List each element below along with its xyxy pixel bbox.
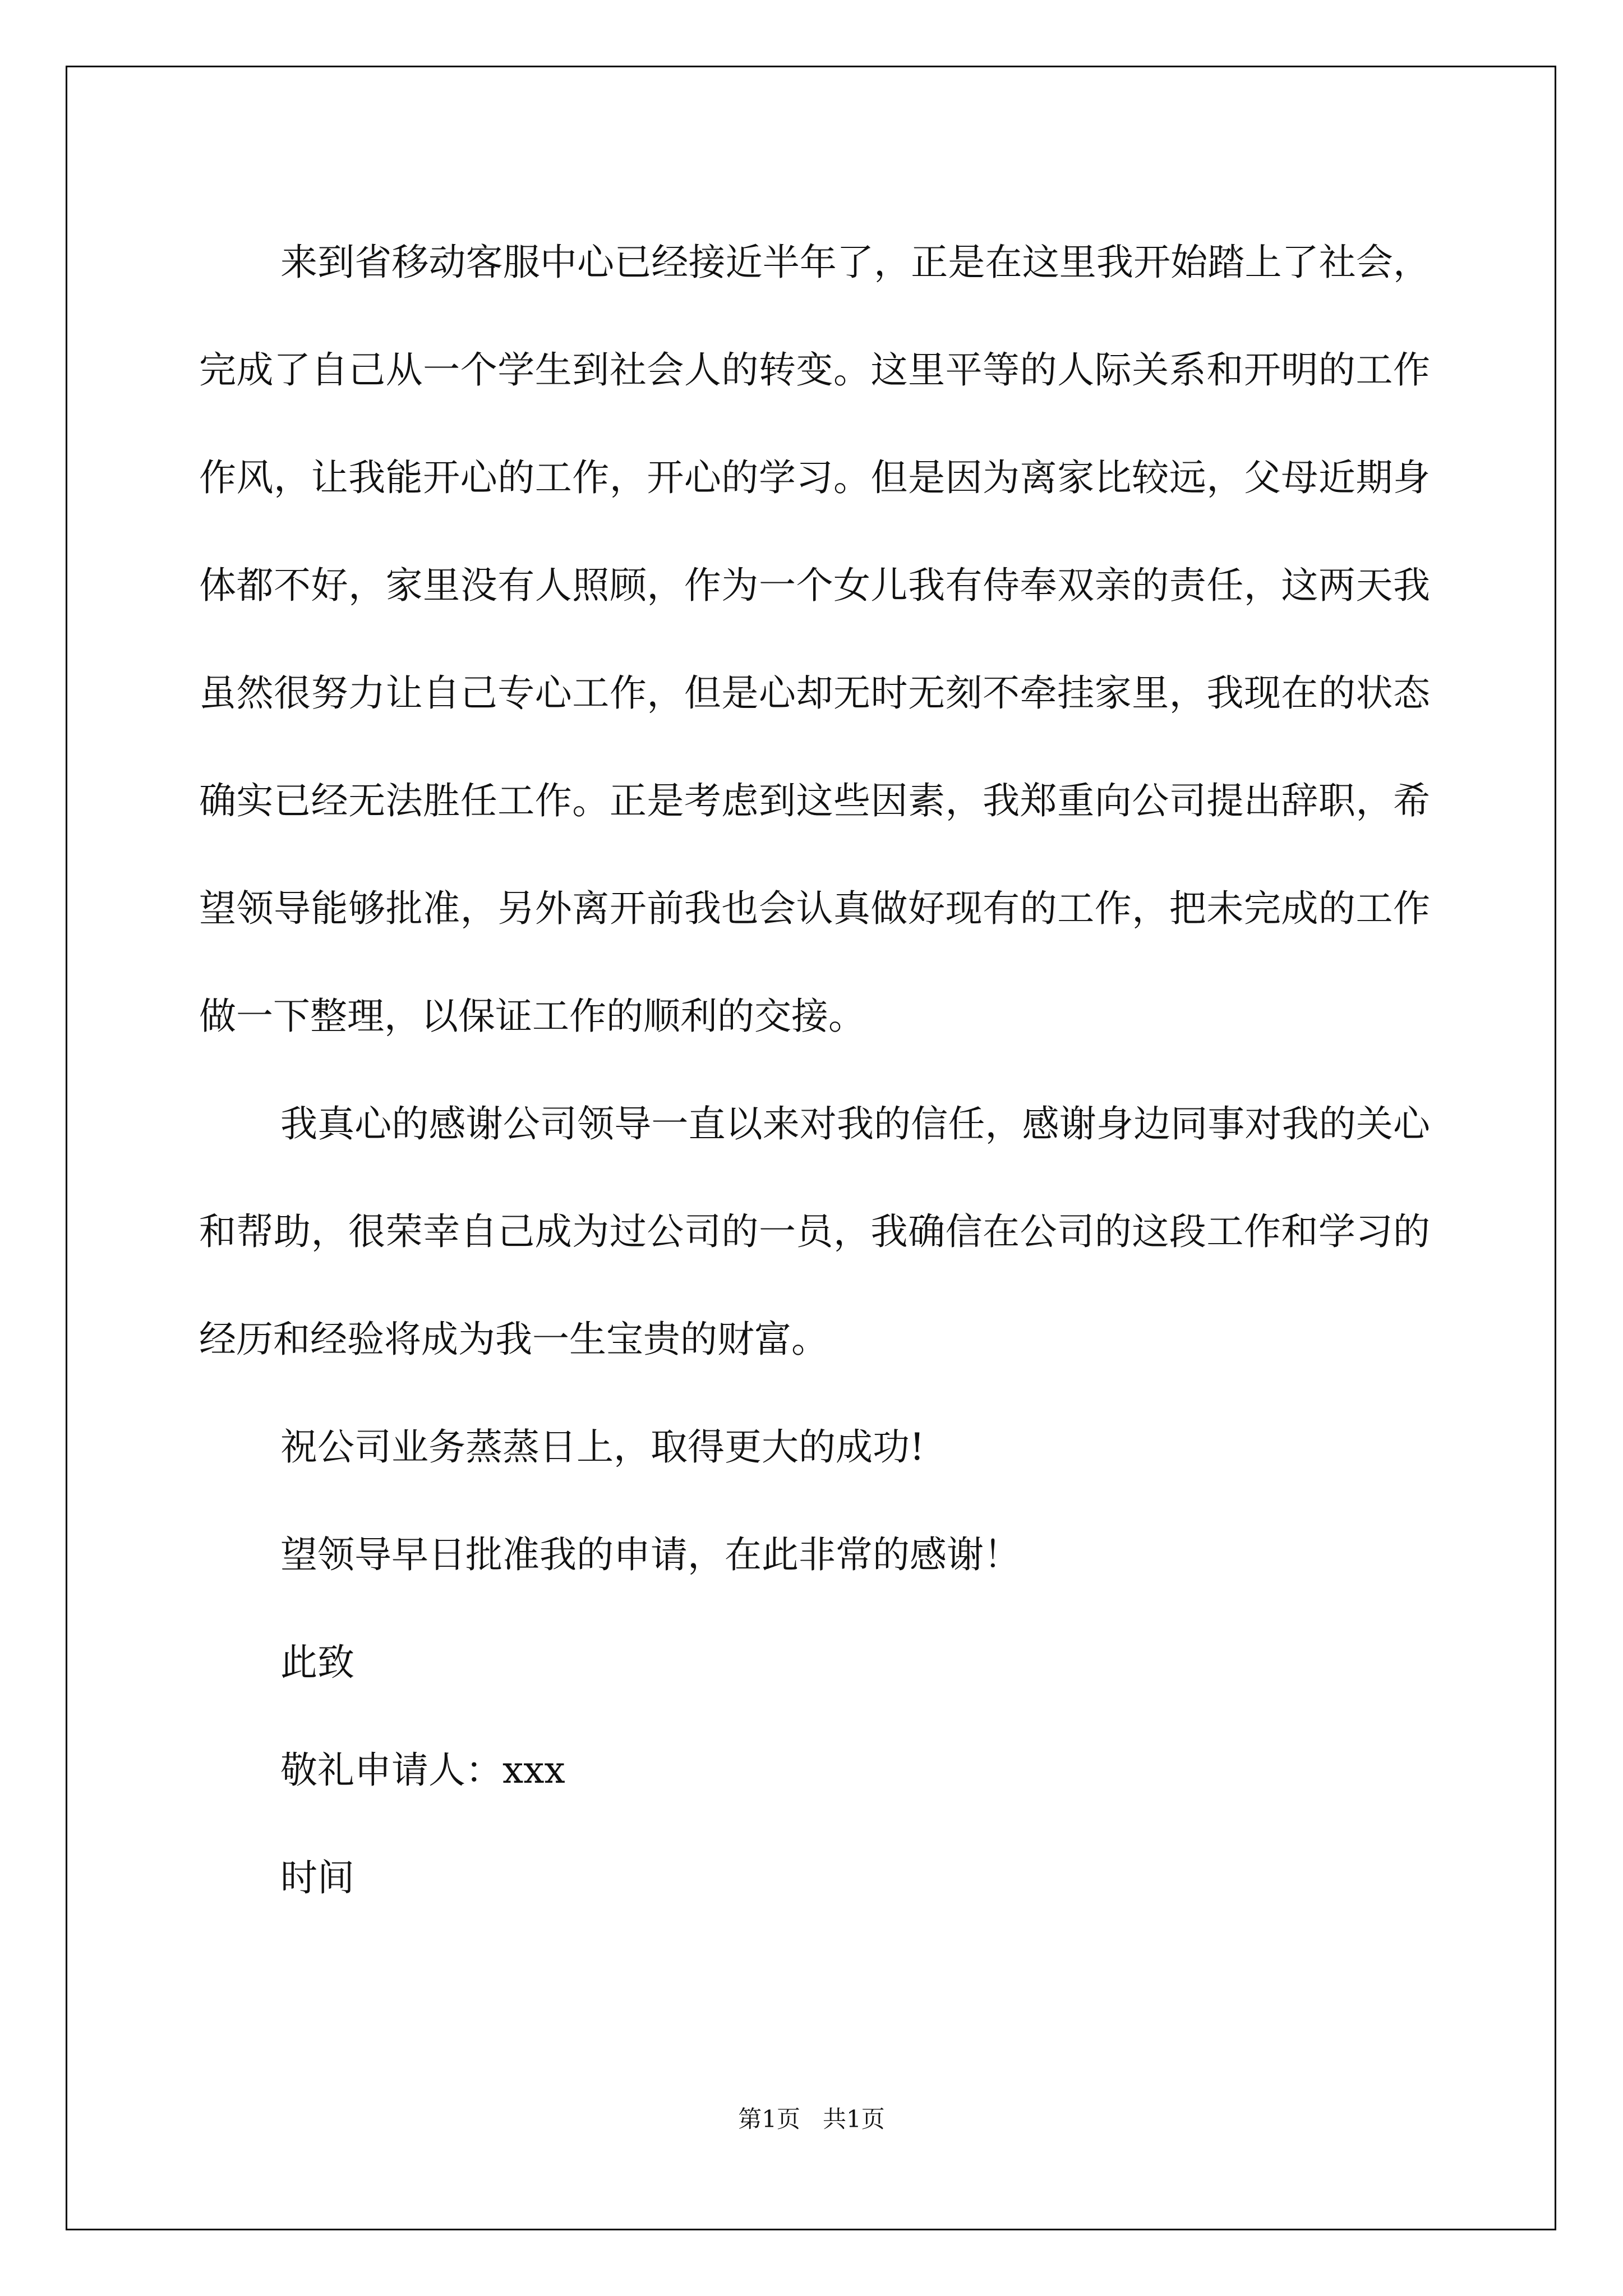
signature-line: 敬礼申请人：xxx	[280, 1749, 565, 1792]
closing-line: 此致	[280, 1641, 354, 1684]
date-line: 时间	[280, 1856, 354, 1899]
wish-line: 祝公司业务蒸蒸日上，取得更大的成功!	[280, 1425, 925, 1469]
page-footer: 第1页 共1页	[738, 2105, 885, 2133]
request-line: 望领导早日批准我的申请，在此非常的感谢！	[280, 1533, 1021, 1576]
paragraph-resignation-reason: 来到省移动客服中心已经接近半年了，正是在这里我开始踏上了社会，完成了自己从一个学生到社会人的转变。这里平等的人际关系和开明的工作作风，让我能开心的工作，开心的学习。但是因为离家比较远，父母近期身体都不好，家里没有人照顾，作为一个女儿我有侍奉双亲的责任，这两天我虽然很努力让自己专心工作，但是心却无时无刻不牵挂家里，我现在的状态确实已经无法胜任工作。正是考虑到这些因素，我郑重向公司提出辞职，希望领导能够批准，另外离开前我也会认真做好现有的工作，把未完成的工作做一下整理，以保证工作的顺利的交接。	[199, 241, 1430, 1038]
letter-body	[199, 209, 1430, 1932]
paragraph-gratitude: 我真心的感谢公司领导一直以来对我的信任，感谢身边同事对我的关心和帮助，很荣幸自己成为过公司的一员，我确信在公司的这段工作和学习的经历和经验将成为我一生宝贵的财富。	[199, 1102, 1430, 1361]
